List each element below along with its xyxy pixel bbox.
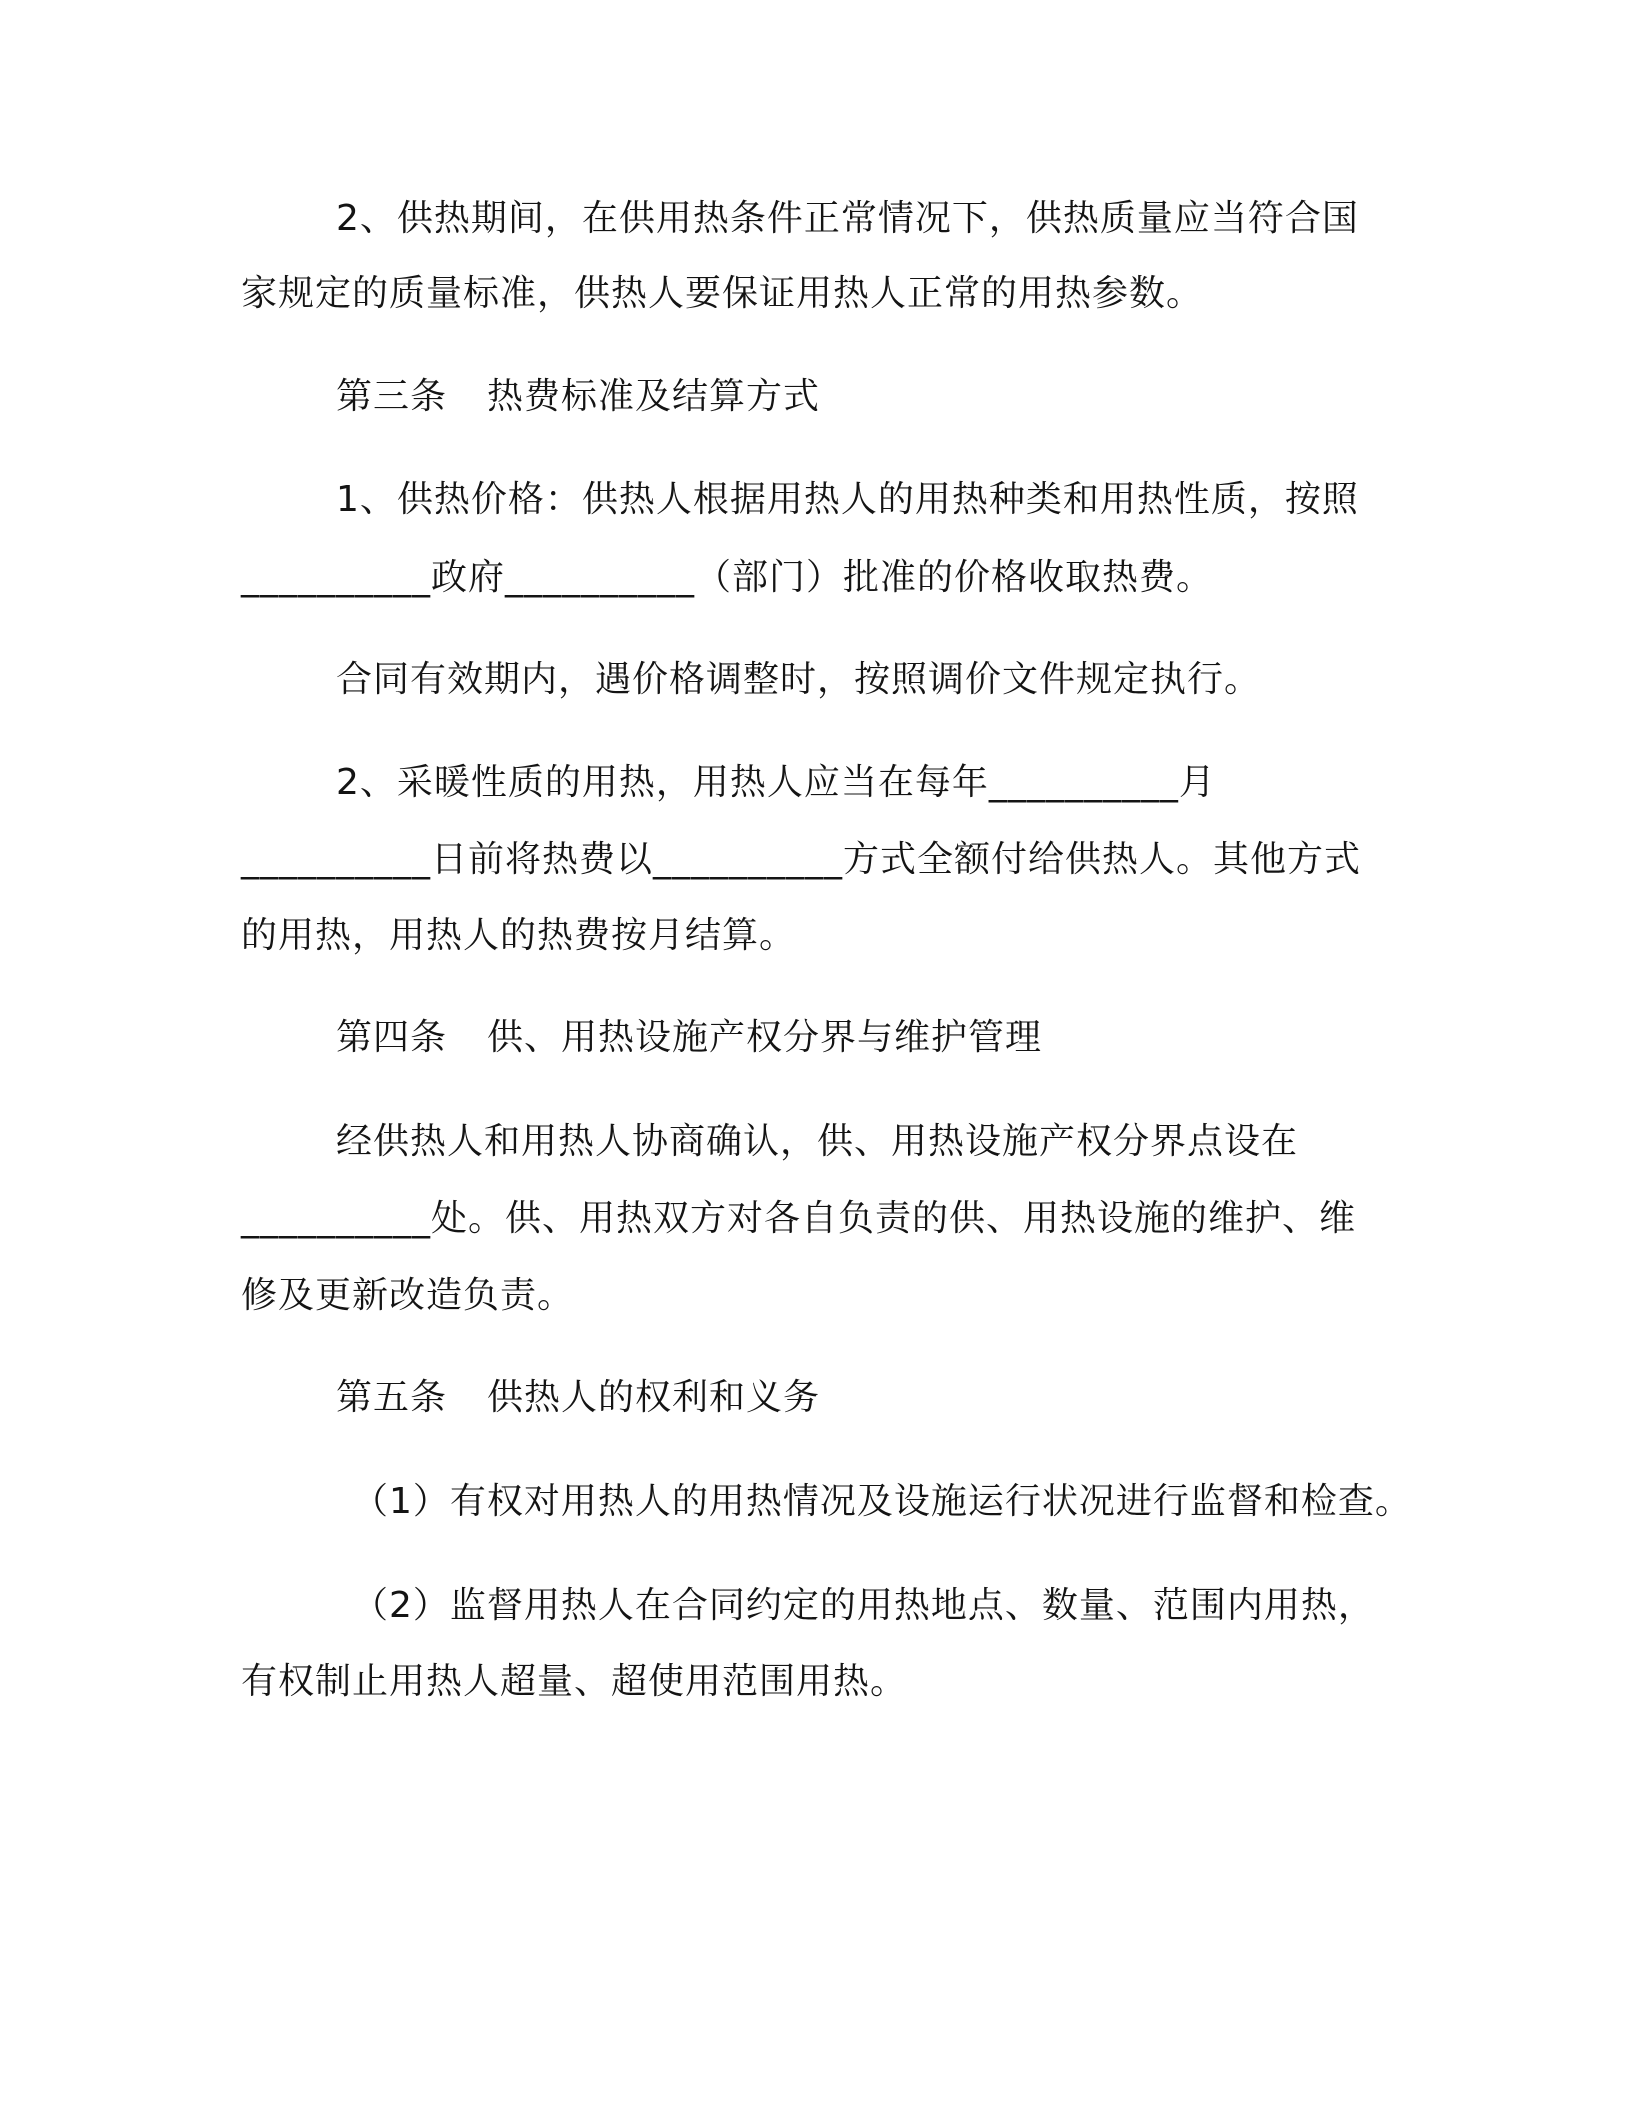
paragraph-line: 合同有效期内，遇价格调整时，按照调价文件规定执行。 bbox=[336, 659, 1262, 700]
paragraph-line: 的用热，用热人的热费按月结算。 bbox=[241, 915, 797, 956]
article-4-title: 供、用热设施产权分界与维护管理 bbox=[487, 1017, 1043, 1058]
article-3-number: 第三条 bbox=[336, 376, 448, 417]
paragraph-line: __________处。供、用热双方对各自负责的供、用热设施的维护、维 bbox=[241, 1198, 1357, 1239]
paragraph-line: 2、采暖性质的用热，用热人应当在每年__________月 bbox=[336, 762, 1216, 803]
paragraph-line: 2、供热期间，在供用热条件正常情况下，供热质量应当符合国 bbox=[336, 198, 1359, 239]
article-4-heading bbox=[336, 1016, 1042, 1060]
paragraph-line: 经供热人和用热人协商确认，供、用热设施产权分界点设在 bbox=[336, 1121, 1299, 1162]
article-3-heading bbox=[336, 375, 820, 419]
article-4-number: 第四条 bbox=[336, 1017, 448, 1058]
paragraph-line: __________政府__________（部门）批准的价格收取热费。 bbox=[241, 557, 1214, 598]
article-5-number: 第五条 bbox=[336, 1377, 448, 1418]
paragraph-line: 修及更新改造负责。 bbox=[241, 1275, 575, 1316]
article-3-title: 热费标准及结算方式 bbox=[487, 376, 821, 417]
article-5-title: 供热人的权利和义务 bbox=[487, 1377, 821, 1418]
paragraph-line: 有权制止用热人超量、超使用范围用热。 bbox=[241, 1661, 908, 1702]
article-5-heading bbox=[336, 1376, 820, 1420]
paragraph-line: （1）有权对用热人的用热情况及设施运行状况进行监督和检查。 bbox=[352, 1481, 1412, 1522]
paragraph-line: 家规定的质量标准，供热人要保证用热人正常的用热参数。 bbox=[241, 273, 1204, 314]
paragraph-line: 1、供热价格：供热人根据用热人的用热种类和用热性质，按照 bbox=[336, 479, 1359, 520]
paragraph-line: （2）监督用热人在合同约定的用热地点、数量、范围内用热， bbox=[352, 1585, 1375, 1626]
paragraph-line: __________日前将热费以__________方式全额付给供热人。其他方式 bbox=[241, 839, 1362, 880]
